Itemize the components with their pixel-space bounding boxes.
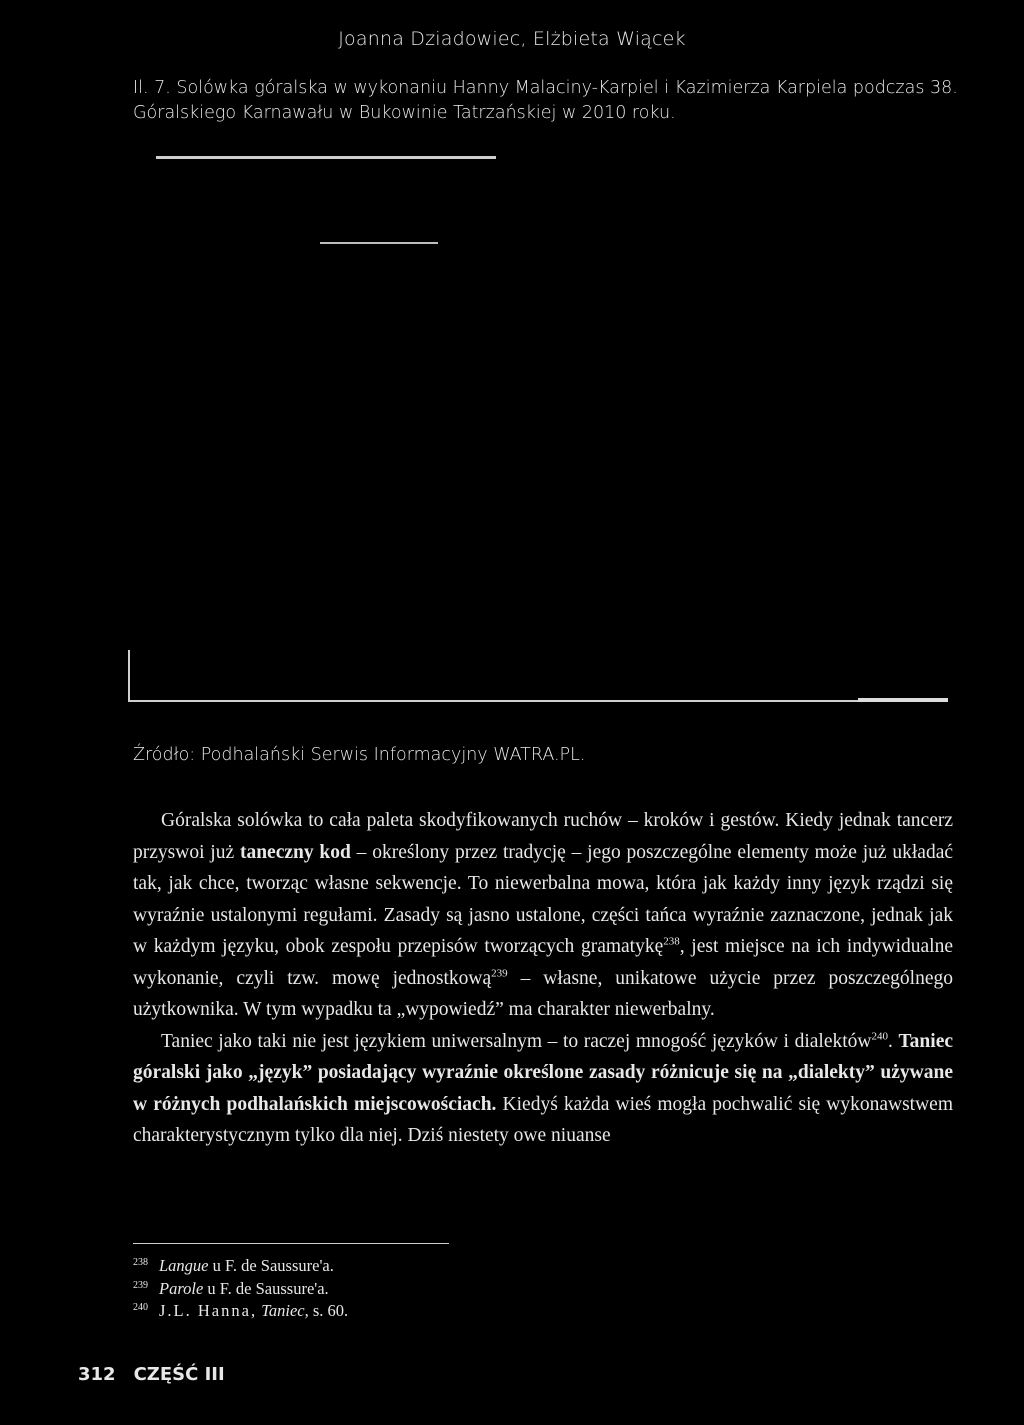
footnote-238 (133, 1255, 733, 1278)
footnote-text: u F. de Saussure'a. (203, 1278, 329, 1298)
footnote-ref-239[interactable]: 239 (491, 967, 508, 979)
folio (78, 1364, 225, 1385)
p2-text-3: Kiedyś każda wieś mogła pochwalić się wykonawstwem charakterystycznym tylko dla niej. Dziś niestety owe niuanse (133, 1093, 954, 1146)
photo-edge-mid (320, 242, 438, 244)
footnote-text: u F. de Saussure'a. (208, 1256, 334, 1275)
footnotes (133, 1255, 733, 1323)
figure-caption: Il. 7. Solówka góralska w wykonaniu Hanny Malaciny-Karpiel i Kazimierza Karpiela podczas 38. Góralskiego Karnawału w Bukowinie Tatrzańskiej w 2010 roku. (133, 78, 958, 123)
p1-text-3: , jest miejsce na ich indywidualne wykonanie, czyli tzw. mowę jednostkową (133, 936, 954, 989)
figure-photo (128, 150, 948, 702)
footnote-239 (133, 1278, 733, 1301)
p1-text-4: – własne, unikatowe użycie przez poszczególnego użytkownika. W tym wypadku ta „wypowiedź” ma charakter niewerbalny. (133, 967, 953, 1020)
footnote-author: J.L. Hanna, (159, 1301, 258, 1320)
p1-text-1: Góralska solówka to cała paleta skodyfikowanych ruchów – kroków i gestów. Kiedy jednak tancerz przyswoi już (133, 810, 953, 863)
paragraph-2 (133, 1026, 953, 1152)
footnote-text: , s. 60. (304, 1301, 349, 1320)
footnote-number: 239 (133, 1279, 148, 1291)
figure-source: Źródło: Podhalański Serwis Informacyjny WATRA.PL. (133, 745, 586, 765)
footnote-ref-240[interactable]: 240 (871, 1030, 888, 1042)
paragraph-1 (133, 805, 953, 1026)
p2-text-1: Taniec jako taki nie jest językiem uniwersalnym – to raczej mnogość języków i dialektów (161, 1030, 872, 1052)
footnote-rule (133, 1243, 449, 1244)
p1-text-2: – określony przez tradycję – jego poszczególne elementy może już układać tak, jak chce, tworząc własne sekwencje. To niewerbalna mowa, która jak każdy inny język rządzi się wyraźnie ustalonymi regułami. Zasady są jasno ustalone, części tańca wyraźnie zaznaczone, jednak jak w każdym języku, obok zespołu przepisów tworzących gramatykę (133, 841, 953, 957)
photo-edge-top (156, 156, 496, 159)
photo-edge-bottom (128, 700, 948, 702)
footnote-italic: Taniec (261, 1301, 305, 1320)
photo-edge-corner (858, 698, 948, 702)
p1-bold-term: taneczny kod (239, 841, 351, 863)
footnote-ref-238[interactable]: 238 (663, 935, 680, 948)
body-text (133, 805, 953, 1152)
page-number: 312 (78, 1364, 116, 1385)
footnote-240 (133, 1300, 733, 1323)
part-label: CZĘŚĆ III (133, 1364, 225, 1385)
footnote-number: 240 (133, 1302, 148, 1313)
p2-bold-statement: Taniec góralski jako „język” posiadający wyraźnie określone zasady różnicuje się na „dialekty” używane w różnych podhalańskich miejscowościach. (133, 1030, 954, 1115)
photo-edge-left (128, 650, 130, 702)
p2-text-2: . (887, 1030, 899, 1052)
footnote-number: 238 (133, 1257, 148, 1268)
footnote-italic: Langue (159, 1256, 209, 1275)
footnote-italic: Parole (159, 1278, 204, 1298)
running-head: Joanna Dziadowiec, Elżbieta Wiącek (338, 28, 686, 50)
